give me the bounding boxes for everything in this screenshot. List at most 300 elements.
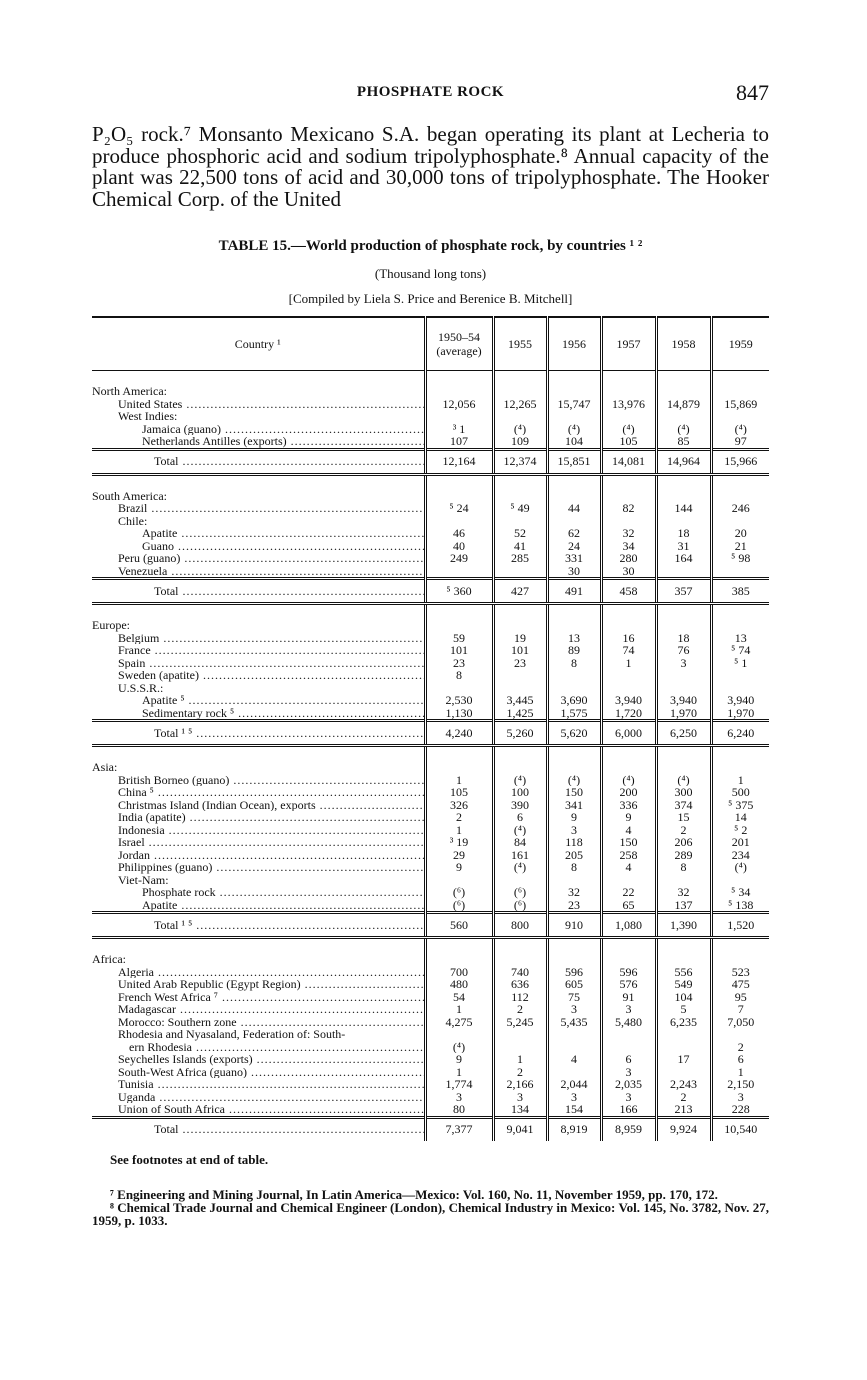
cell-1959: 21 <box>711 540 769 553</box>
table-row <box>92 435 769 449</box>
row-label: British Borneo (guano) ..... <box>118 774 424 787</box>
cell-1958: 374 <box>656 799 711 812</box>
cell-1958 <box>656 385 711 398</box>
table-caption: TABLE 15.—World production of phosphate rock, by countries ¹ ² <box>218 238 643 254</box>
cell-1956 <box>547 682 601 695</box>
cell-1950–54: 1 <box>425 824 493 837</box>
cell-1955: 3,445 <box>493 694 547 707</box>
cell-1958: 6,250 <box>656 721 711 746</box>
table-row <box>92 991 769 1004</box>
table-row <box>92 1028 769 1041</box>
cell-1956: 8,919 <box>547 1117 601 1141</box>
cell-1959: 15,869 <box>711 398 769 411</box>
cell-1957 <box>601 1028 656 1041</box>
cell-1956 <box>547 490 601 503</box>
cell-1958: 104 <box>656 991 711 1004</box>
cell-1957 <box>601 385 656 398</box>
cell-1956: 5,435 <box>547 1016 601 1029</box>
cell-1950–54: 9 <box>425 1053 493 1066</box>
cell-1958 <box>656 1041 711 1054</box>
cell-1956: 104 <box>547 435 601 449</box>
cell-1955 <box>493 761 547 774</box>
cell-1959: 385 <box>711 579 769 604</box>
cell-1958: 3,940 <box>656 694 711 707</box>
cell-1958 <box>656 761 711 774</box>
row-label: Brazil ..... <box>118 502 424 515</box>
cell-1957: (⁴) <box>601 423 656 436</box>
row-label: Israel ..... <box>118 836 424 849</box>
cell-1959: ⁵ 74 <box>711 644 769 657</box>
table-row <box>92 1078 769 1091</box>
table-row <box>92 1066 769 1079</box>
page-number: 847 <box>736 80 769 105</box>
cell-1957: 30 <box>601 565 656 579</box>
cell-1955: 100 <box>493 786 547 799</box>
cell-1956: 491 <box>547 579 601 604</box>
cell-1957: 576 <box>601 978 656 991</box>
cell-1959: ⁵ 375 <box>711 799 769 812</box>
cell-1959: 6,240 <box>711 721 769 746</box>
cell-1957: 596 <box>601 966 656 979</box>
cell-1957: 166 <box>601 1103 656 1117</box>
cell-1958: 2,243 <box>656 1078 711 1091</box>
cell-1956: 331 <box>547 552 601 565</box>
table-row <box>92 874 769 887</box>
cell-1956 <box>547 1028 601 1041</box>
cell-1955 <box>493 1028 547 1041</box>
cell-1955: 134 <box>493 1103 547 1117</box>
cell-1957: 22 <box>601 886 656 899</box>
cell-1955: 5,245 <box>493 1016 547 1029</box>
row-label: Europe: <box>92 619 130 632</box>
cell-1958: 144 <box>656 502 711 515</box>
cell-1959: 13 <box>711 632 769 645</box>
cell-1956 <box>547 761 601 774</box>
cell-1958: 556 <box>656 966 711 979</box>
table-row <box>92 978 769 991</box>
cell-1956: 62 <box>547 527 601 540</box>
cell-1955: 112 <box>493 991 547 1004</box>
cell-1956 <box>547 619 601 632</box>
cell-1958: 14,964 <box>656 449 711 474</box>
cell-1955: 3 <box>493 1091 547 1104</box>
table-row <box>92 824 769 837</box>
cell-1956 <box>547 874 601 887</box>
cell-1955: 41 <box>493 540 547 553</box>
cell-1950–54 <box>425 953 493 966</box>
cell-1958 <box>656 669 711 682</box>
cell-1957: 1,080 <box>601 913 656 938</box>
row-label: North America: <box>92 385 167 398</box>
cell-1955: 19 <box>493 632 547 645</box>
cell-1959 <box>711 1028 769 1041</box>
cell-1957: 3 <box>601 1091 656 1104</box>
table-row <box>92 849 769 862</box>
cell-1956: 596 <box>547 966 601 979</box>
cell-1950–54 <box>425 385 493 398</box>
table-row <box>92 899 769 913</box>
cell-1950–54 <box>425 410 493 423</box>
cell-1950–54: 1,130 <box>425 707 493 721</box>
cell-1955: 5,260 <box>493 721 547 746</box>
cell-1956: 30 <box>547 565 601 579</box>
table-row <box>92 861 769 874</box>
row-label: France ..... <box>118 644 424 657</box>
row-label: Seychelles Islands (exports) ..... <box>118 1053 424 1066</box>
cell-1959: 20 <box>711 527 769 540</box>
cell-1950–54: 9 <box>425 861 493 874</box>
cell-1958: 14,879 <box>656 398 711 411</box>
cell-1955: 101 <box>493 644 547 657</box>
cell-1958 <box>656 619 711 632</box>
cell-1950–54: 560 <box>425 913 493 938</box>
cell-1959: 10,540 <box>711 1117 769 1141</box>
cell-1958: 1,970 <box>656 707 711 721</box>
footnotes <box>92 1188 769 1227</box>
cell-1957: 6,000 <box>601 721 656 746</box>
table-header-row <box>92 317 769 371</box>
cell-1956: 15,747 <box>547 398 601 411</box>
cell-1958: (⁴) <box>656 423 711 436</box>
table-row <box>92 527 769 540</box>
cell-1958 <box>656 515 711 528</box>
cell-1950–54 <box>425 1028 493 1041</box>
cell-1958: 31 <box>656 540 711 553</box>
column-header-1959: 1959 <box>711 317 769 371</box>
table-compiled-by: [Compiled by Liela S. Price and Berenice B. Mitchell] <box>288 291 573 306</box>
cell-1959 <box>711 515 769 528</box>
cell-1957: 74 <box>601 644 656 657</box>
row-label: United Arab Republic (Egypt Region) ..... <box>118 978 424 991</box>
cell-1958 <box>656 1028 711 1041</box>
cell-1958: 3 <box>656 657 711 670</box>
cell-1957: 200 <box>601 786 656 799</box>
cell-1956: 1,575 <box>547 707 601 721</box>
cell-1959: 3 <box>711 1091 769 1104</box>
cell-1956: (⁴) <box>547 423 601 436</box>
row-label: China ⁵ ..... <box>118 786 424 799</box>
table-row <box>92 1016 769 1029</box>
row-label: Madagascar ..... <box>118 1003 424 1016</box>
cell-1958: 18 <box>656 632 711 645</box>
cell-1950–54: 59 <box>425 632 493 645</box>
cell-1955: 23 <box>493 657 547 670</box>
cell-1957: 1,720 <box>601 707 656 721</box>
cell-1959 <box>711 619 769 632</box>
cell-1955 <box>493 515 547 528</box>
cell-1959: ⁵ 2 <box>711 824 769 837</box>
cell-1950–54: 54 <box>425 991 493 1004</box>
cell-1959: (⁴) <box>711 423 769 436</box>
cell-1955 <box>493 410 547 423</box>
cell-1956: 4 <box>547 1053 601 1066</box>
table-row <box>92 799 769 812</box>
cell-1959 <box>711 682 769 695</box>
cell-1957 <box>601 515 656 528</box>
row-label: Uganda ..... <box>118 1091 424 1104</box>
table-row <box>92 1041 769 1054</box>
row-label: Chile: <box>118 514 148 527</box>
cell-1959 <box>711 410 769 423</box>
cell-1957: 13,976 <box>601 398 656 411</box>
cell-1955 <box>493 953 547 966</box>
running-head: PHOSPHATE ROCK <box>356 84 505 100</box>
cell-1958: 137 <box>656 899 711 913</box>
cell-1955: 636 <box>493 978 547 991</box>
cell-1959: ⁵ 98 <box>711 552 769 565</box>
cell-1956: 13 <box>547 632 601 645</box>
cell-1957 <box>601 874 656 887</box>
cell-1950–54 <box>425 619 493 632</box>
row-label: Jamaica (guano) ..... <box>142 423 424 436</box>
cell-1959: ⁵ 34 <box>711 886 769 899</box>
cell-1956: 32 <box>547 886 601 899</box>
cell-1956 <box>547 385 601 398</box>
column-header-1958: 1958 <box>656 317 711 371</box>
table-row <box>92 632 769 645</box>
cell-1950–54: (⁴) <box>425 1041 493 1054</box>
cell-1958 <box>656 565 711 579</box>
cell-1956: 205 <box>547 849 601 862</box>
table-row <box>92 811 769 824</box>
cell-1956 <box>547 669 601 682</box>
cell-1956: 910 <box>547 913 601 938</box>
cell-1957 <box>601 682 656 695</box>
cell-1955: 6 <box>493 811 547 824</box>
row-label: Apatite ⁵ ..... <box>142 694 424 707</box>
cell-1959: 1,970 <box>711 707 769 721</box>
cell-1955 <box>493 385 547 398</box>
cell-1956: 150 <box>547 786 601 799</box>
cell-1955: 161 <box>493 849 547 862</box>
table-row <box>92 490 769 503</box>
table-row <box>92 515 769 528</box>
cell-1959 <box>711 385 769 398</box>
table-row <box>92 953 769 966</box>
cell-1955: 2 <box>493 1066 547 1079</box>
table-row <box>92 1053 769 1066</box>
cell-1955 <box>493 1041 547 1054</box>
cell-1957 <box>601 490 656 503</box>
table-row <box>92 385 769 398</box>
cell-1950–54: 8 <box>425 669 493 682</box>
cell-1956 <box>547 410 601 423</box>
cell-1950–54: 46 <box>425 527 493 540</box>
row-label: Total ¹ ⁵ ..... <box>154 919 424 932</box>
cell-1955 <box>493 682 547 695</box>
row-label: Peru (guano) ..... <box>118 552 424 565</box>
cell-1959: 1 <box>711 1066 769 1079</box>
cell-1955: 52 <box>493 527 547 540</box>
cell-1957: 8,959 <box>601 1117 656 1141</box>
cell-1950–54 <box>425 490 493 503</box>
cell-1958: 357 <box>656 579 711 604</box>
cell-1956 <box>547 515 601 528</box>
cell-1959: 6 <box>711 1053 769 1066</box>
cell-1950–54 <box>425 761 493 774</box>
cell-1959: 523 <box>711 966 769 979</box>
cell-1959: 201 <box>711 836 769 849</box>
cell-1955: (⁴) <box>493 423 547 436</box>
production-table <box>92 316 769 1141</box>
table-total-row <box>92 1117 769 1141</box>
cell-1957: 91 <box>601 991 656 1004</box>
row-label: South-West Africa (guano) ..... <box>118 1066 424 1079</box>
row-label: Apatite ..... <box>142 527 424 540</box>
cell-1956: 75 <box>547 991 601 1004</box>
row-label: Indonesia ..... <box>118 824 424 837</box>
cell-1957: 65 <box>601 899 656 913</box>
cell-1957 <box>601 761 656 774</box>
row-label: Christmas Island (Indian Ocean), exports ..... <box>118 799 424 812</box>
cell-1950–54: 4,275 <box>425 1016 493 1029</box>
cell-1955 <box>493 565 547 579</box>
cell-1956: 24 <box>547 540 601 553</box>
cell-1959 <box>711 953 769 966</box>
table-row <box>92 694 769 707</box>
cell-1959: 3,940 <box>711 694 769 707</box>
table-total-row <box>92 913 769 938</box>
row-label: Tunisia ..... <box>118 1078 424 1091</box>
table-row <box>92 540 769 553</box>
table-row <box>92 886 769 899</box>
cell-1955 <box>493 490 547 503</box>
cell-1950–54: 2 <box>425 811 493 824</box>
cell-1958: 289 <box>656 849 711 862</box>
cell-1957 <box>601 619 656 632</box>
cell-1957: 4 <box>601 824 656 837</box>
cell-1955: 740 <box>493 966 547 979</box>
cell-1959 <box>711 874 769 887</box>
cell-1957: 280 <box>601 552 656 565</box>
cell-1958 <box>656 1066 711 1079</box>
table-row <box>92 410 769 423</box>
cell-1955: 1 <box>493 1053 547 1066</box>
cell-1950–54 <box>425 682 493 695</box>
cell-1959: ⁵ 1 <box>711 657 769 670</box>
cell-1956: 341 <box>547 799 601 812</box>
cell-1950–54: 7,377 <box>425 1117 493 1141</box>
cell-1959: 228 <box>711 1103 769 1117</box>
cell-1957: 2,035 <box>601 1078 656 1091</box>
cell-1958: 213 <box>656 1103 711 1117</box>
cell-1959 <box>711 669 769 682</box>
row-label: Rhodesia and Nyasaland, Federation of: South- <box>118 1028 346 1041</box>
cell-1957: 1 <box>601 657 656 670</box>
cell-1955: (⁴) <box>493 774 547 787</box>
cell-1957: 3,940 <box>601 694 656 707</box>
table-body <box>92 371 769 1141</box>
cell-1957: 3 <box>601 1066 656 1079</box>
cell-1959: 234 <box>711 849 769 862</box>
row-label: Guano ..... <box>142 540 424 553</box>
cell-1958: 164 <box>656 552 711 565</box>
row-label: Sweden (apatite) ..... <box>118 669 424 682</box>
footnote-8: ⁸ Chemical Trade Journal and Chemical Engineer (London), Chemical Industry in Mexico: Vol. 145, No. 3782, Nov. 27, 1959, p. 1033. <box>92 1200 769 1228</box>
cell-1950–54: 4,240 <box>425 721 493 746</box>
cell-1957: 34 <box>601 540 656 553</box>
cell-1955: 285 <box>493 552 547 565</box>
cell-1959: 1 <box>711 774 769 787</box>
cell-1950–54: 12,164 <box>425 449 493 474</box>
cell-1957: 5,480 <box>601 1016 656 1029</box>
cell-1955: 390 <box>493 799 547 812</box>
cell-1955: 109 <box>493 435 547 449</box>
table-row <box>92 774 769 787</box>
cell-1957: 150 <box>601 836 656 849</box>
cell-1950–54 <box>425 515 493 528</box>
cell-1956: 89 <box>547 644 601 657</box>
cell-1957 <box>601 1041 656 1054</box>
cell-1955: 2,166 <box>493 1078 547 1091</box>
cell-1956: 9 <box>547 811 601 824</box>
table-row <box>92 502 769 515</box>
cell-1958: 85 <box>656 435 711 449</box>
cell-1956: 154 <box>547 1103 601 1117</box>
table-row <box>92 707 769 721</box>
row-label: Total ..... <box>154 1123 424 1136</box>
cell-1958: 2 <box>656 824 711 837</box>
cell-1958: 1,390 <box>656 913 711 938</box>
table-row <box>92 657 769 670</box>
cell-1959: ⁵ 138 <box>711 899 769 913</box>
cell-1950–54 <box>425 565 493 579</box>
cell-1956: 3 <box>547 824 601 837</box>
cell-1958 <box>656 953 711 966</box>
cell-1959: 15,966 <box>711 449 769 474</box>
row-label: United States ..... <box>118 398 424 411</box>
row-label: Viet-Nam: <box>118 873 169 886</box>
row-label: Algeria ..... <box>118 966 424 979</box>
cell-1958 <box>656 874 711 887</box>
cell-1957: 105 <box>601 435 656 449</box>
cell-1956: 44 <box>547 502 601 515</box>
cell-1955 <box>493 874 547 887</box>
row-label: Phosphate rock ..... <box>142 886 424 899</box>
cell-1957: 32 <box>601 527 656 540</box>
cell-1957: 16 <box>601 632 656 645</box>
cell-1950–54: 29 <box>425 849 493 862</box>
cell-1957 <box>601 410 656 423</box>
cell-1959: 1,520 <box>711 913 769 938</box>
cell-1956: 5,620 <box>547 721 601 746</box>
cell-1959 <box>711 565 769 579</box>
cell-1956: 3 <box>547 1003 601 1016</box>
cell-1950–54: 80 <box>425 1103 493 1117</box>
cell-1958 <box>656 682 711 695</box>
cell-1950–54: ⁵ 24 <box>425 502 493 515</box>
cell-1958: 18 <box>656 527 711 540</box>
column-header-1957: 1957 <box>601 317 656 371</box>
row-label: India (apatite) ..... <box>118 811 424 824</box>
cell-1955: 9,041 <box>493 1117 547 1141</box>
row-label: U.S.S.R.: <box>118 681 164 694</box>
cell-1950–54: 2,530 <box>425 694 493 707</box>
row-label: ern Rhodesia ..... <box>129 1041 424 1054</box>
cell-1950–54: 107 <box>425 435 493 449</box>
row-label: Belgium ..... <box>118 632 424 645</box>
cell-1959: 246 <box>711 502 769 515</box>
table-units: (Thousand long tons) <box>374 266 487 281</box>
cell-1957: (⁴) <box>601 774 656 787</box>
cell-1957: 4 <box>601 861 656 874</box>
cell-1950–54: (⁶) <box>425 886 493 899</box>
cell-1955 <box>493 669 547 682</box>
page-header <box>92 80 769 108</box>
cell-1957: 3 <box>601 1003 656 1016</box>
cell-1957 <box>601 669 656 682</box>
cell-1956: 8 <box>547 657 601 670</box>
